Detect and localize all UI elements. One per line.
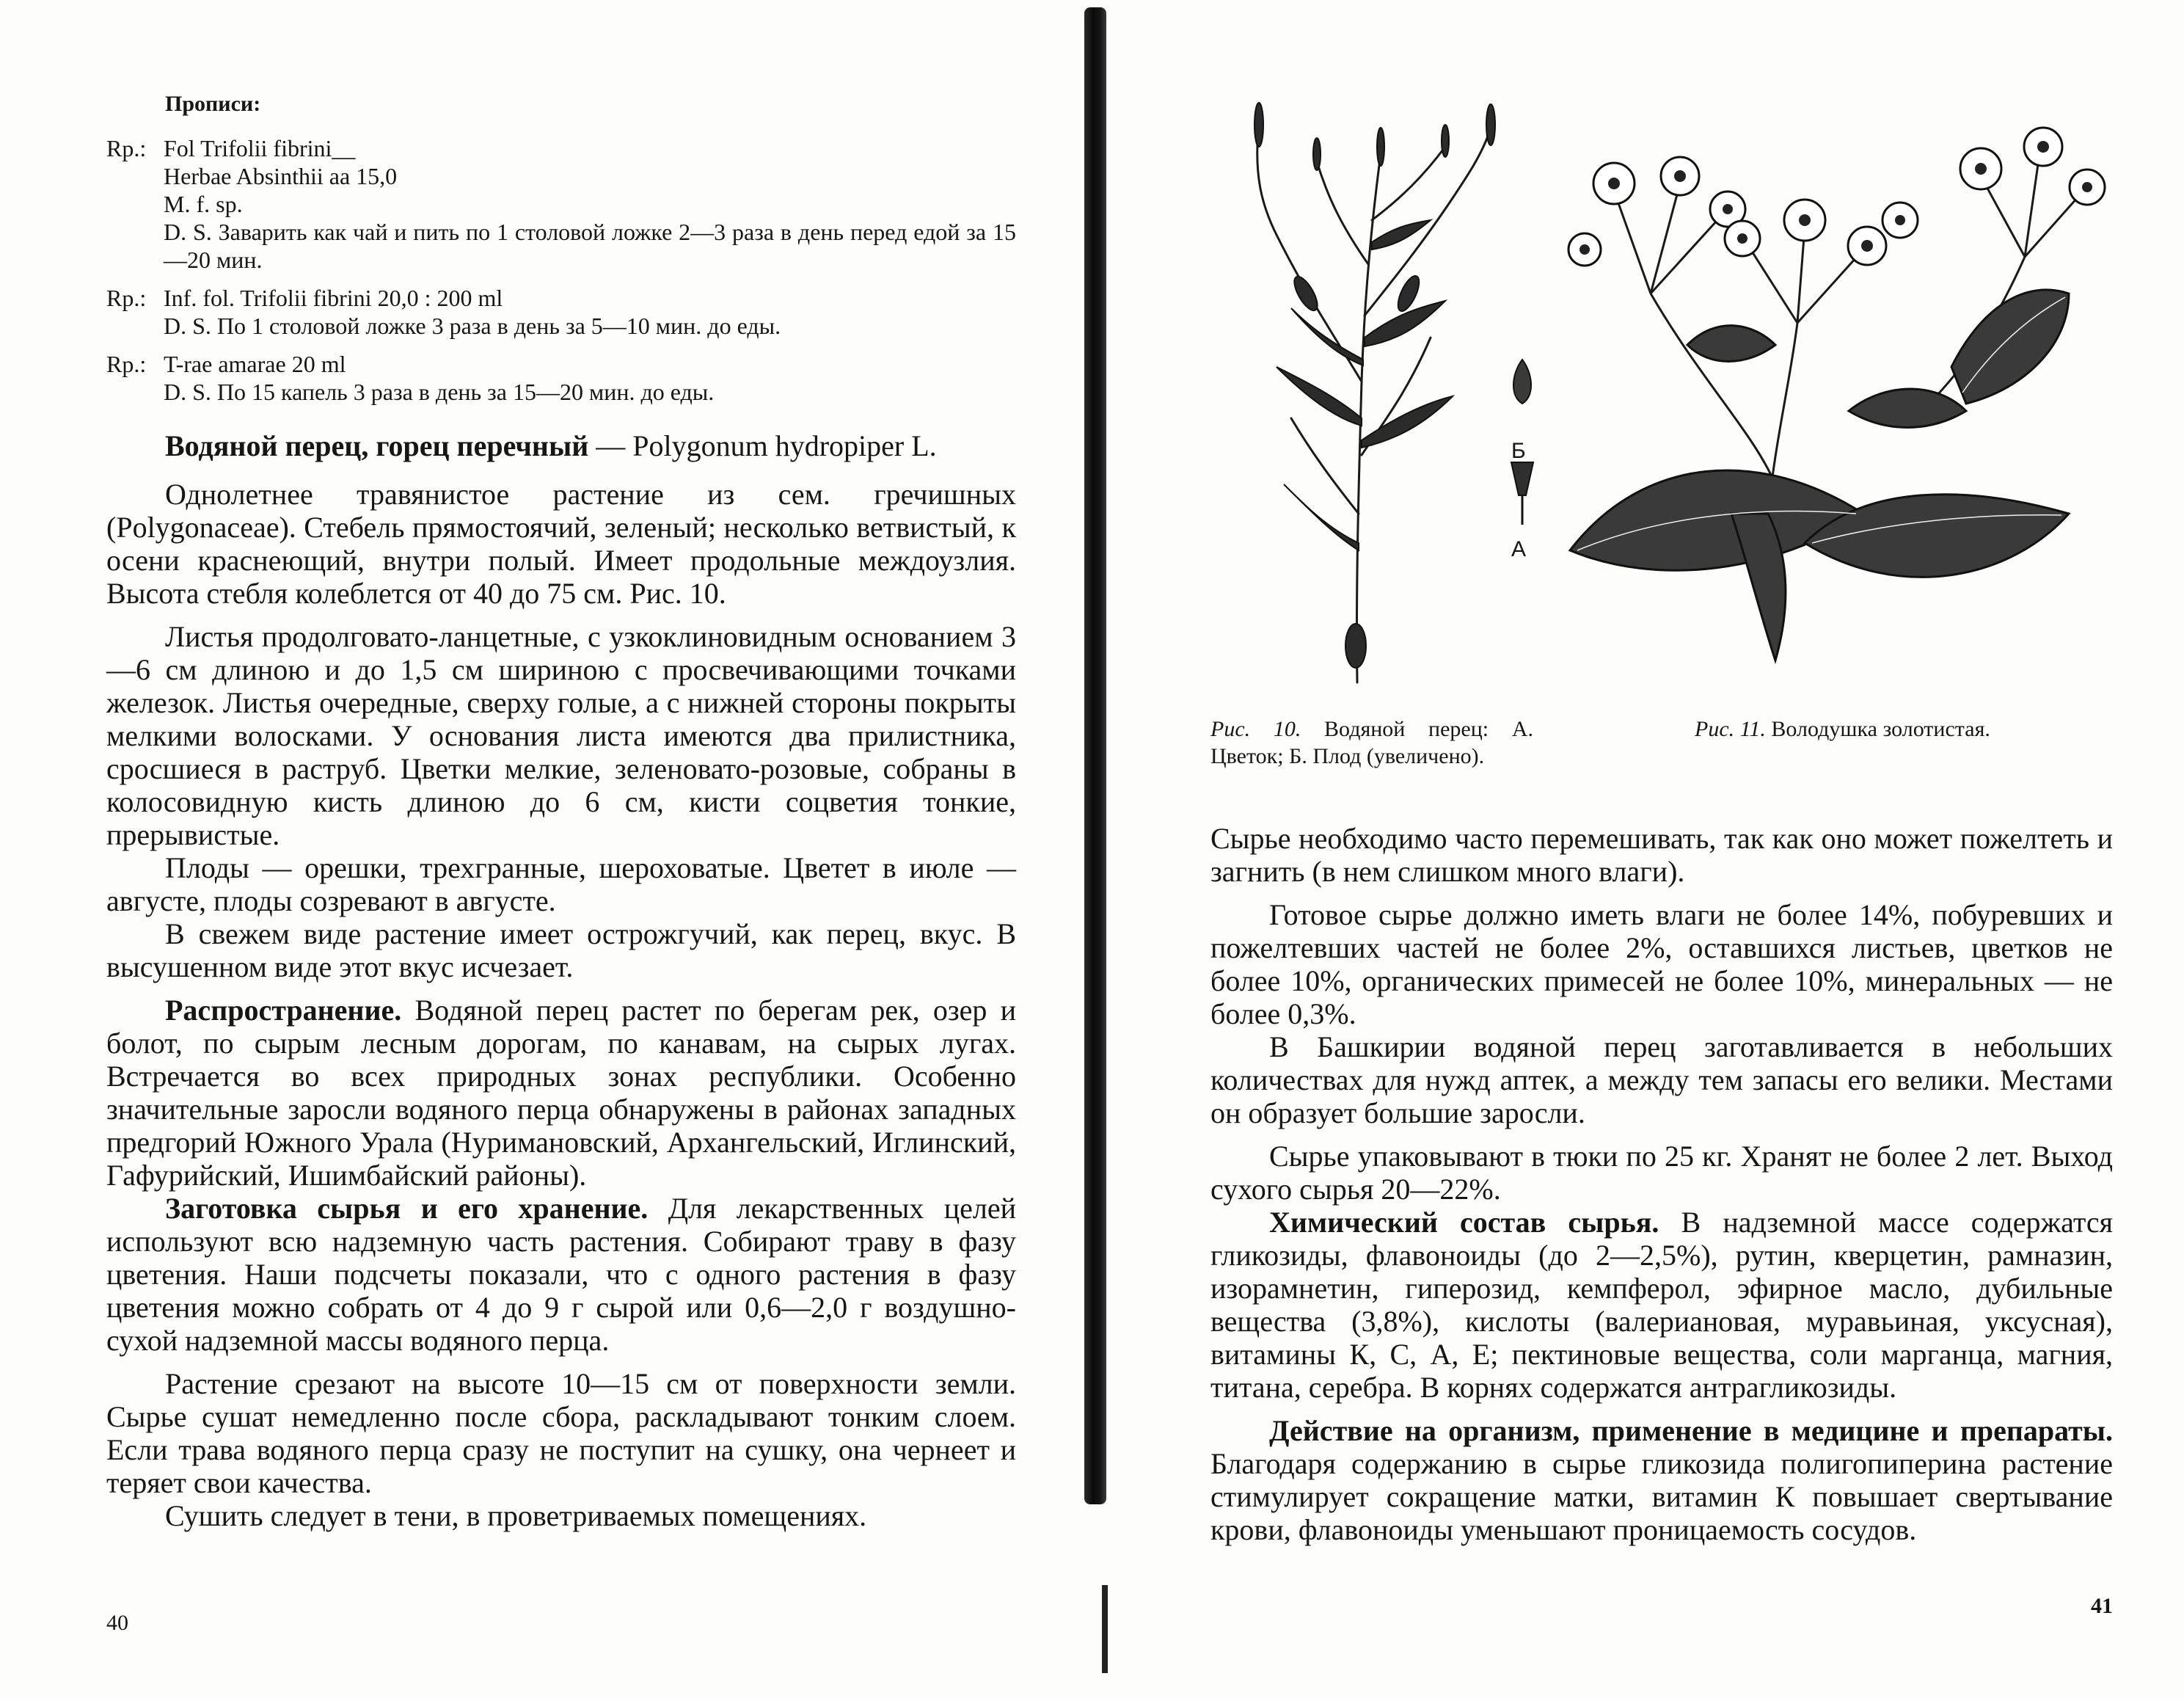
figure-10-illustration bbox=[1188, 73, 1541, 690]
figure-10-caption-text: Водяной перец: А. Цветок; Б. Плод (увеличено). bbox=[1210, 717, 1533, 768]
paragraph bbox=[1210, 1206, 2113, 1404]
figure-11-caption-text: Володушка золотистая. bbox=[1765, 717, 1990, 741]
paragraph: Листья продолговато-ланцетные, с узкоклиновидным основанием 3—6 см длиною и до 1,5 см шириною с просвечивающими точками железок. Листья очередные, сверху голые, а с нижней стороны покрыты мелкими волосками. У основания листа имеются два прилистника, сросшиеся в раструб. Цветки мелкие, зеленовато-розовые, собраны в колосовидную кисть длиною до 6 см, кисти соцветия тонкие, прерывистые. bbox=[106, 620, 1016, 851]
rx-line: Inf. fol. Trifolii fibrini 20,0 : 200 ml bbox=[164, 285, 503, 311]
page-number-left: 40 bbox=[106, 1611, 128, 1635]
paragraph: Сырье необходимо часто перемешивать, так как оно может пожелтеть и загнить (в нем слишком много влаги). bbox=[1210, 822, 2113, 888]
paragraph: Готовое сырье должно иметь влаги не более 14%, побуревших и пожелтевших частей не более 2%, оставшихся листьев, цветков не более 10%, органических примесей не более 10%, минеральных — не более 0,3%. bbox=[1210, 898, 2113, 1030]
paragraph bbox=[1210, 1414, 2113, 1546]
rp-label: Rp.: bbox=[106, 135, 147, 161]
left-page bbox=[0, 0, 1078, 1701]
article-title bbox=[165, 428, 1016, 465]
left-page-text bbox=[106, 92, 1016, 1532]
page-number-right: 41 bbox=[2091, 1594, 2113, 1618]
paragraph bbox=[106, 1192, 1016, 1357]
rp-label: Rp.: bbox=[106, 351, 147, 377]
rx-line: Herbae Absinthii aa 15,0 bbox=[164, 163, 398, 189]
figure-11-illustration bbox=[1555, 103, 2113, 668]
figure-11-caption-label: Рис. 11. bbox=[1695, 717, 1766, 741]
paragraph: В Башкирии водяной перец заготавливается в небольших количествах для нужд аптек, а между тем запасы его велики. Местами он образует большие заросли. bbox=[1210, 1030, 2113, 1129]
paragraph-text: В надземной массе содержатся гликозиды, флавоноиды (до 2—2,5%), рутин, кверцетин, рамназин, изорамнетин, гиперозид, кемпферол, эфирное масло, дубильные вещества (3,8%), кислоты (валериановая, муравьиная, уксусная), витамины К, С, А, Е; пектиновые вещества, соли марганца, магния, титана, серебра. В корнях содержатся антрагликозиды. bbox=[1210, 1206, 2113, 1404]
section-heading: Действие на организм, применение в медицине и препараты. bbox=[1269, 1414, 2113, 1447]
paragraph: Однолетнее травянистое растение из сем. гречишных (Polygonaceae). Стебель прямостоячий, зеленый; несколько ветвистый, к осени краснеющий, внутри полый. Имеет продольные междоузлия. Высота стебля колеблется от 40 до 75 см. Рис. 10. bbox=[106, 478, 1016, 610]
right-body bbox=[1210, 822, 2113, 1546]
prescription-3 bbox=[106, 350, 1016, 406]
paragraph: Растение срезают на высоте 10—15 см от поверхности земли. Сырье сушат немедленно после сбора, раскладывают тонким слоем. Если трава водяного перца сразу не поступит на сушку, она чернеет и теряет свои качества. bbox=[106, 1367, 1016, 1499]
article-title-latin: — Polygonum hydropiper L. bbox=[588, 429, 937, 462]
paragraph-text: Благодаря содержанию в сырье гликозида полигопиперина растение стимулирует сокращение матки, витамин К повышает свертывание крови, флавоноиды уменьшают проницаемость сосудов. bbox=[1210, 1447, 2113, 1546]
paragraph: Сушить следует в тени, в проветриваемых помещениях. bbox=[165, 1499, 867, 1532]
section-heading: Заготовка сырья и его хранение. bbox=[165, 1192, 649, 1225]
rp-label: Rp.: bbox=[106, 285, 147, 311]
rx-line: T-rae amarae 20 ml bbox=[164, 351, 346, 377]
rx-line: Fol Trifolii fibrini__ bbox=[164, 135, 356, 161]
rx-line: D. S. По 1 столовой ложке 3 раза в день за 5—10 мин. до еды. bbox=[164, 313, 781, 339]
paragraph: Плоды — орешки, трехгранные, шероховатые. Цветет в июле — августе, плоды созревают в августе. bbox=[106, 851, 1016, 917]
prescriptions-heading: Прописи: bbox=[165, 92, 261, 116]
paragraph: Сырье упаковывают в тюки по 25 кг. Хранят не более 2 лет. Выход сухого сырья 20—22%. bbox=[1210, 1140, 2113, 1206]
article-title-bold: Водяной перец, горец перечный bbox=[165, 429, 589, 462]
figure-10-caption bbox=[1210, 715, 1533, 770]
paragraph-text: Водяной перец растет по берегам рек, озер и болот, по сырым лесным дорогам, по канавам, на сырых лугах. Встречается во всех природных зонах республики. Особенно значительные заросли водяного перца обнаружены в районах западных предгорий Южного Урала (Нуримановский, Архангельский, Иглинский, Гафурийский, Ишимбайский районы). bbox=[106, 994, 1016, 1192]
right-page-text bbox=[1210, 822, 2113, 1546]
figure-10-caption-label: Рис. 10. bbox=[1210, 717, 1301, 741]
paragraph-text: Для лекарственных целей используют всю надземную часть растения. Собирают траву в фазу цветения. Наши подсчеты показали, что с одного растения в фазу цветения можно собрать от 4 до 9 г сырой или 0,6—2,0 г воздушно-сухой надземной массы водяного перца. bbox=[106, 1192, 1016, 1357]
left-body bbox=[106, 478, 1016, 1532]
figure-10-label-a: А bbox=[1511, 537, 1527, 561]
figure-10-label-b: Б bbox=[1511, 439, 1526, 463]
prescription-1 bbox=[106, 134, 1016, 274]
rx-line: D. S. По 15 капель 3 раза в день за 15—20 мин. до еды. bbox=[164, 379, 715, 405]
paragraph bbox=[106, 994, 1016, 1192]
rx-line: D. S. Заварить как чай и пить по 1 столовой ложке 2—3 раза в день перед едой за 15—20 мин. bbox=[164, 219, 1016, 273]
prescription-2 bbox=[106, 284, 1016, 340]
book-gutter-bottom bbox=[1102, 1585, 1108, 1673]
paragraph: В свежем виде растение имеет острожгучий, как перец, вкус. В высушенном виде этот вкус исчезает. bbox=[106, 917, 1016, 983]
rx-line: M. f. sp. bbox=[164, 191, 243, 217]
figure-11-caption bbox=[1695, 715, 2120, 743]
section-heading: Распространение. bbox=[165, 994, 402, 1027]
book-gutter bbox=[1084, 7, 1106, 1504]
section-heading: Химический состав сырья. bbox=[1269, 1206, 1659, 1239]
